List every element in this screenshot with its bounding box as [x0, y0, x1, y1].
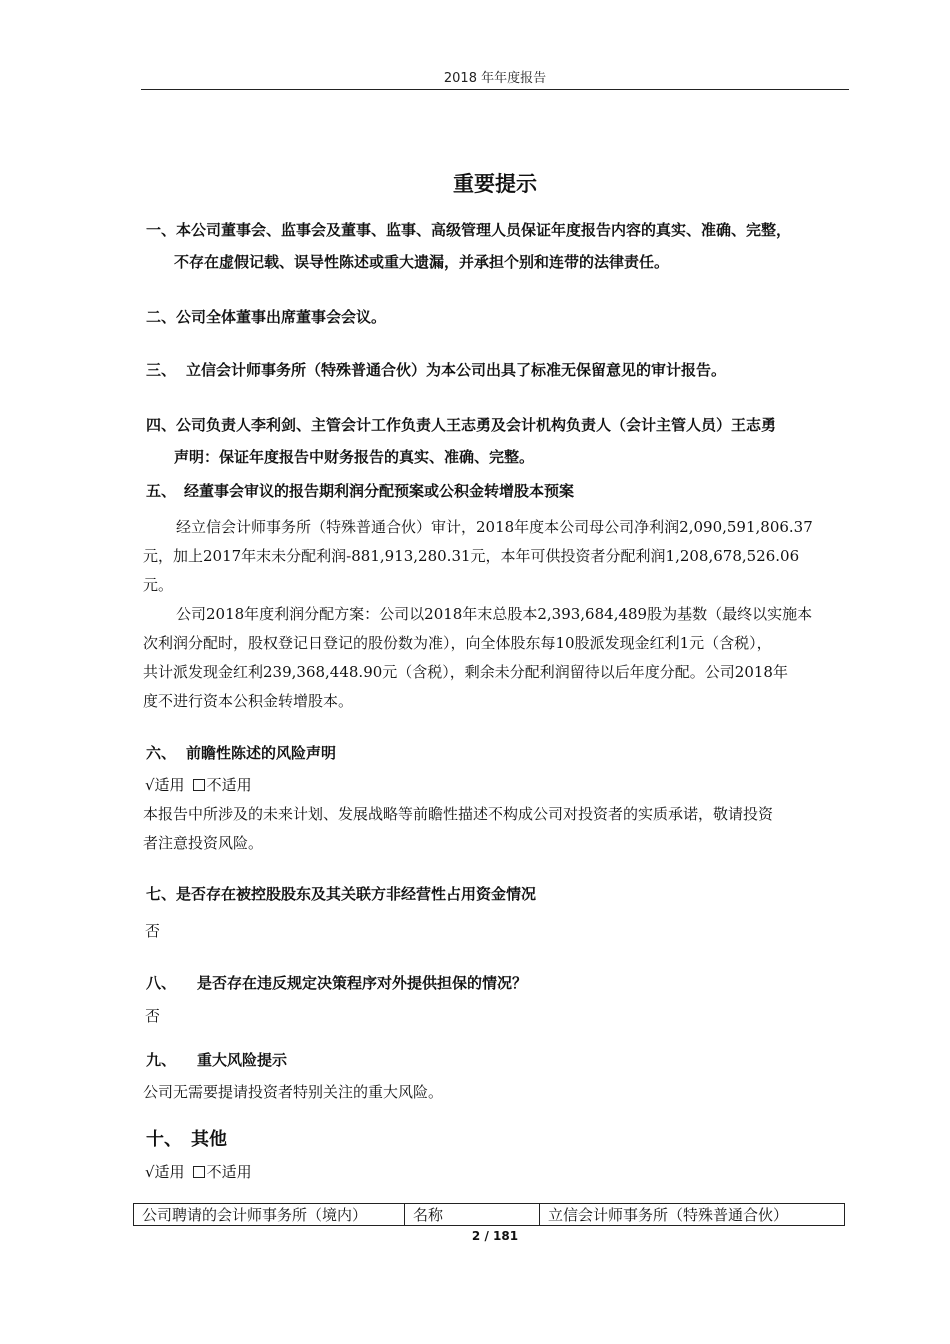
section-5-heading: 经董事会审议的报告期利润分配预案或公积金转增股本预案: [184, 482, 575, 500]
section-10-number: 十、: [146, 1129, 182, 1150]
section-4-line-1: 四、公司负责人李利剑、主管会计工作负责人王志勇及会计机构负责人（会计主管人员）王志勇: [146, 416, 777, 434]
table-cell: 名称: [405, 1204, 540, 1226]
section-2-text: 二、公司全体董事出席董事会会议。: [146, 308, 387, 326]
section-6-number: 六、: [146, 744, 177, 762]
section-3: [146, 359, 726, 380]
section-1-line-1: 一、本公司董事会、监事会及董事、监事、高级管理人员保证年度报告内容的真实、准确、完整，: [146, 221, 792, 239]
section-10-applicability: [145, 1161, 252, 1182]
section-6-heading-row: [146, 742, 336, 763]
section-5-para-2-line-4: 度不进行资本公积金转增股本。: [143, 692, 354, 710]
not-applicable-option: 不适用: [206, 776, 252, 794]
applicable-option: √适用: [145, 776, 185, 794]
not-applicable-checkbox: [193, 779, 205, 791]
header-divider: [141, 89, 849, 90]
section-6-text-line-1: 本报告中所涉及的未来计划、发展战略等前瞻性描述不构成公司对投资者的实质承诺，敬请投资: [143, 805, 774, 823]
section-6-applicability: [145, 774, 252, 795]
section-10-heading-row: [146, 1125, 227, 1151]
section-5-para-2-line-1: 公司2018年度利润分配方案：公司以2018年末总股本2,393,684,489股为基数（最终以实施本: [176, 605, 813, 623]
not-applicable-option: 不适用: [206, 1163, 252, 1181]
applicable-option: √适用: [145, 1163, 185, 1181]
section-5-para-1-line-1: 经立信会计师事务所（特殊普通合伙）审计，2018年度本公司母公司净利润2,090,591,806.37: [176, 518, 813, 536]
section-6-heading: 前瞻性陈述的风险声明: [186, 744, 337, 762]
table-cell: 立信会计师事务所（特殊普通合伙）: [540, 1204, 845, 1226]
section-5-para-2-line-2: 次利润分配时，股权登记日登记的股份数为准），向全体股东每10股派发现金红利1元（含税），: [143, 634, 772, 652]
section-7-heading: 七、是否存在被控股股东及其关联方非经营性占用资金情况: [146, 885, 537, 903]
page-header: 2018 年年度报告: [443, 71, 547, 86]
section-8-heading-row: [146, 972, 527, 993]
page-number: 2 / 181: [471, 1229, 519, 1243]
page-title: 重要提示: [453, 172, 537, 196]
section-5-para-2-line-3: 共计派发现金红利239,368,448.90元（含税），剩余未分配利润留待以后年度分配。公司2018年: [143, 663, 788, 681]
section-7-answer: 否: [145, 922, 161, 940]
section-5-heading-row: [146, 480, 574, 501]
section-8-number: 八、: [146, 974, 177, 992]
section-3-number: 三、: [146, 361, 177, 379]
table-row: [134, 1204, 845, 1226]
section-3-text: 立信会计师事务所（特殊普通合伙）为本公司出具了标准无保留意见的审计报告。: [186, 361, 727, 379]
section-9-text: 公司无需要提请投资者特别关注的重大风险。: [143, 1083, 444, 1101]
section-8-answer: 否: [145, 1007, 161, 1025]
section-5-number: 五、: [146, 482, 177, 500]
section-4-line-2: 声明：保证年度报告中财务报告的真实、准确、完整。: [174, 448, 535, 466]
section-9-heading-row: [146, 1049, 287, 1070]
not-applicable-checkbox: [193, 1166, 205, 1178]
section-9-heading: 重大风险提示: [197, 1051, 288, 1069]
section-9-number: 九、: [146, 1051, 177, 1069]
section-8-heading: 是否存在违反规定决策程序对外提供担保的情况？: [197, 974, 528, 992]
section-10-heading: 其他: [191, 1129, 227, 1150]
section-5-para-1-line-2: 元，加上2017年末未分配利润-881,913,280.31元，本年可供投资者分配利润1,208,678,526.06: [143, 547, 800, 565]
auditor-table: [133, 1203, 845, 1226]
section-6-text-line-2: 者注意投资风险。: [143, 834, 264, 852]
table-cell: 公司聘请的会计师事务所（境内）: [134, 1204, 405, 1226]
section-1-line-2: 不存在虚假记载、误导性陈述或重大遗漏，并承担个别和连带的法律责任。: [174, 253, 670, 271]
section-5-para-1-line-3: 元。: [143, 576, 174, 594]
